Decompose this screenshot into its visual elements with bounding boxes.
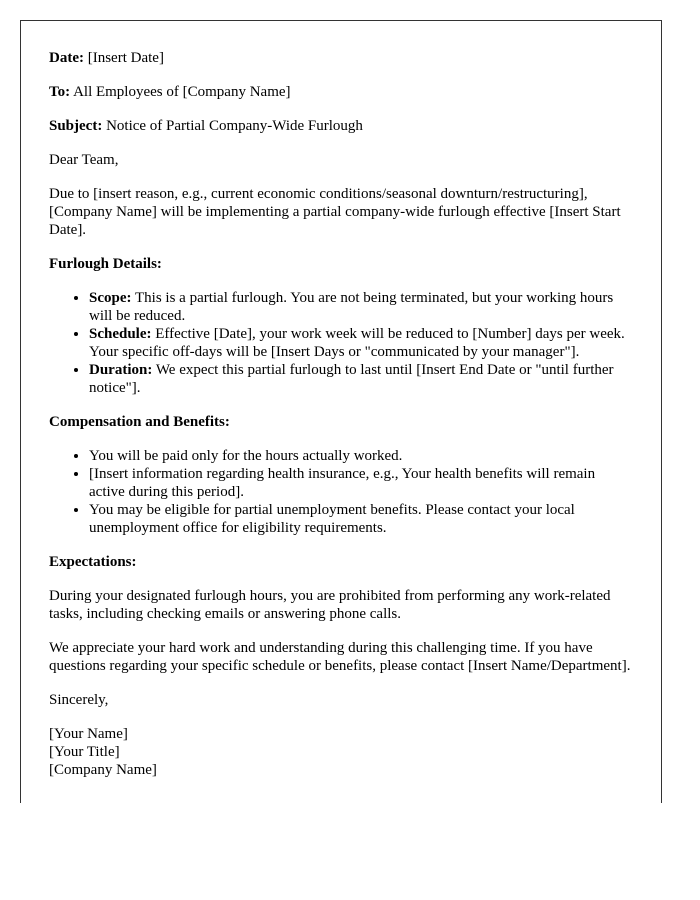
list-item: • You may be eligible for partial unemployment benefits. Please contact your local unemployment office for eligibility requirements.	[89, 501, 633, 537]
to-label: To:	[49, 84, 71, 100]
furlough-list	[49, 289, 633, 397]
item-label: Schedule:	[89, 326, 152, 342]
furlough-heading	[49, 255, 633, 273]
subject-line	[49, 117, 633, 135]
compensation-heading-text: Compensation and Benefits:	[49, 414, 230, 430]
subject-value: Notice of Partial Company-Wide Furlough	[106, 118, 363, 134]
item-label: Scope:	[89, 290, 132, 306]
list-item	[89, 325, 633, 361]
date-value: [Insert Date]	[87, 50, 164, 66]
furlough-heading-text: Furlough Details:	[49, 256, 162, 272]
expectations-heading-text: Expectations:	[49, 554, 137, 570]
subject-label: Subject:	[49, 118, 103, 134]
signature-name: [Your Name]	[49, 726, 128, 742]
signature-title: [Your Title]	[49, 744, 120, 760]
compensation-list	[49, 447, 633, 537]
expectations-paragraph: During your designated furlough hours, you are prohibited from performing any work-related tasks, including checking emails or answering phone calls.	[49, 588, 611, 622]
compensation-heading	[49, 413, 633, 431]
closing-paragraph: We appreciate your hard work and understanding during this challenging time. If you have questions regarding your specific schedule or benefits, please contact [Insert Name/Department].	[49, 640, 631, 674]
intro-paragraph: Due to [insert reason, e.g., current economic conditions/seasonal downturn/restructuring], [Company Name] will be implementing a partial company-wide furlough effective [Insert Start Date].	[49, 186, 621, 238]
to-value: All Employees of [Company Name]	[73, 84, 291, 100]
signature-company: [Company Name]	[49, 762, 157, 778]
item-text: We expect this partial furlough to last until [Insert End Date or "until further notice"].	[89, 362, 614, 396]
item-text: Effective [Date], your work week will be reduced to [Number] days per week. Your specific off-days will be [Insert Days or "communicated by your manager"].	[89, 326, 625, 360]
signoff: Sincerely,	[49, 692, 109, 708]
letter-document	[20, 20, 662, 803]
item-label: Duration:	[89, 362, 153, 378]
expectations-heading	[49, 553, 633, 571]
list-item: • [Insert information regarding health insurance, e.g., Your health benefits will remain active during this period].	[89, 465, 633, 501]
list-item	[89, 361, 633, 397]
list-item: • You will be paid only for the hours actually worked.	[89, 447, 633, 465]
item-text: This is a partial furlough. You are not being terminated, but your working hours will be reduced.	[89, 290, 614, 324]
to-line	[49, 83, 633, 101]
date-label: Date:	[49, 50, 84, 66]
greeting: Dear Team,	[49, 152, 119, 168]
signature-block	[49, 725, 633, 779]
list-item	[89, 289, 633, 325]
date-line	[49, 49, 633, 67]
